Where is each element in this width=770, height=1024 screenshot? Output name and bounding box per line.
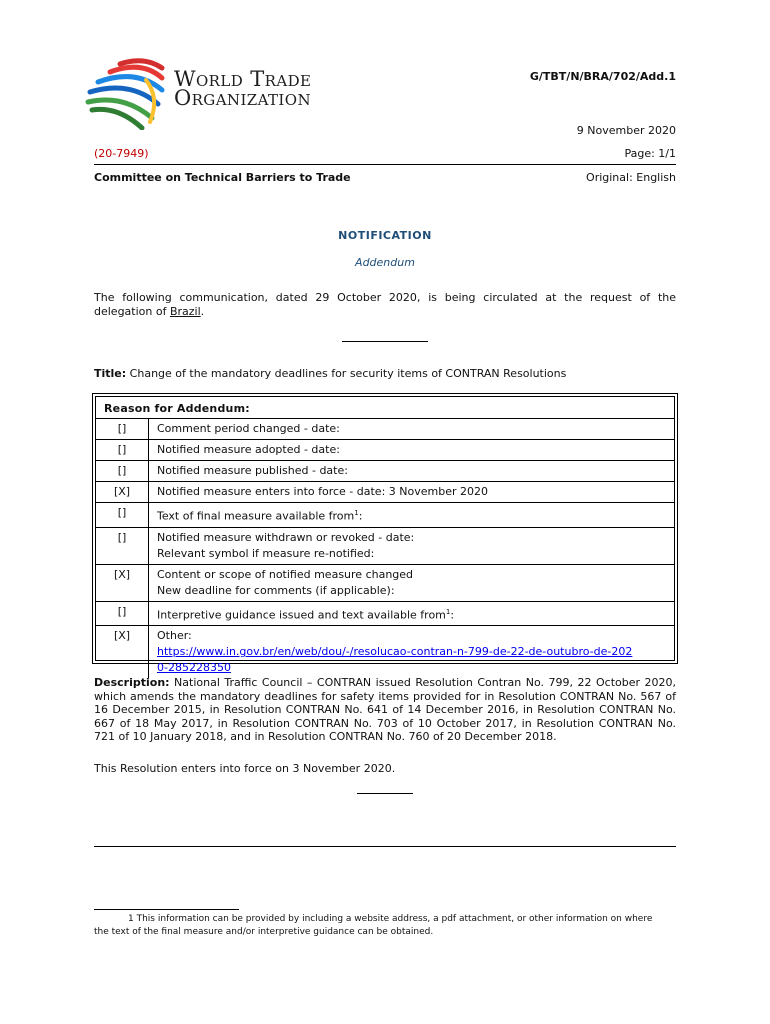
reason-text xyxy=(149,503,675,528)
intro-paragraph xyxy=(94,291,676,318)
document-date: 9 November 2020 xyxy=(576,124,676,137)
checkbox-mark: [X] xyxy=(96,626,149,679)
checkbox-mark: [] xyxy=(96,601,149,626)
reason-text-colon: : xyxy=(358,509,363,523)
reason-text-line1: Content or scope of notified measure changed xyxy=(157,567,414,581)
reason-text-line1: Notified measure withdrawn or revoked - date: xyxy=(157,530,415,544)
checkbox-mark: [X] xyxy=(96,564,149,601)
notification-heading: NOTIFICATION xyxy=(338,229,432,242)
table-row xyxy=(96,626,674,679)
title-text: Change of the mandatory deadlines for security items of CONTRAN Resolutions xyxy=(129,367,567,380)
reason-text xyxy=(149,527,675,564)
title-label: Title: xyxy=(94,367,127,380)
separator-line xyxy=(342,341,428,342)
table-row xyxy=(96,419,674,440)
member-name: Brazil xyxy=(169,304,201,318)
intro-end: . xyxy=(200,304,205,318)
reason-text-line2: New deadline for comments (if applicable): xyxy=(157,583,395,597)
checkbox-mark: [] xyxy=(96,440,149,461)
checkbox-mark: [] xyxy=(96,419,149,440)
other-label: Other: xyxy=(157,629,192,643)
footer-divider xyxy=(94,846,676,847)
reason-table xyxy=(96,418,674,678)
reason-text-main: Interpretive guidance issued and text available from xyxy=(157,608,446,622)
checkbox-mark: [X] xyxy=(96,482,149,503)
footnote xyxy=(94,913,654,938)
table-row xyxy=(96,527,674,564)
job-number: (20-7949) xyxy=(94,147,149,160)
footnote-text: This information can be provided by including a website address, a pdf attachment, or other information on where the text of the final measure and/or interpretive guidance can be obtained. xyxy=(94,914,653,937)
checkbox-mark: [] xyxy=(96,503,149,528)
table-row xyxy=(96,601,674,626)
organization-name xyxy=(174,67,312,110)
reason-for-addendum-box xyxy=(92,393,678,675)
description-paragraph xyxy=(94,676,676,744)
original-language: Original: English xyxy=(586,171,676,184)
reason-text: Notified measure adopted - date: xyxy=(149,440,675,461)
reason-text: Comment period changed - date: xyxy=(149,419,675,440)
entry-into-force-text: This Resolution enters into force on 3 November 2020. xyxy=(94,762,396,775)
footnote-ref: 1 xyxy=(445,607,451,616)
table-row xyxy=(96,482,674,503)
page-indicator: Page: 1/1 xyxy=(624,147,676,160)
checkbox-mark: [] xyxy=(96,527,149,564)
reason-text xyxy=(149,626,675,679)
wto-logo-icon xyxy=(84,58,166,130)
checkbox-mark: [] xyxy=(96,461,149,482)
reason-text-line2: Relevant symbol if measure re-notified: xyxy=(157,546,375,560)
footnote-number: 1 xyxy=(128,914,134,924)
table-row xyxy=(96,440,674,461)
table-row xyxy=(96,461,674,482)
addendum-subheading: Addendum xyxy=(355,256,415,269)
header-divider xyxy=(94,164,676,165)
org-name-line1: World Trade xyxy=(174,67,312,91)
title-line xyxy=(94,367,566,380)
intro-text: The following communication, dated 29 October 2020, is being circulated at the request of the delegation of xyxy=(94,291,676,318)
document-symbol: G/TBT/N/BRA/702/Add.1 xyxy=(529,70,676,83)
reason-text: Notified measure published - date: xyxy=(149,461,675,482)
reason-text-main: Text of final measure available from xyxy=(157,509,355,523)
description-label: Description: xyxy=(94,676,170,689)
reason-text xyxy=(149,601,675,626)
footnote-ref: 1 xyxy=(354,509,359,517)
end-separator xyxy=(357,793,413,794)
resolution-link[interactable]: https://www.in.gov.br/en/web/dou/-/resolucao-contran-n-799-de-22-de-outubro-de-2020-285228350 xyxy=(157,645,633,675)
reason-heading: Reason for Addendum: xyxy=(104,402,250,415)
table-row xyxy=(96,564,674,601)
reason-text-colon: : xyxy=(450,608,455,622)
committee-name: Committee on Technical Barriers to Trade xyxy=(94,171,351,184)
reason-text xyxy=(149,564,675,601)
table-row xyxy=(96,503,674,528)
org-name-line2: Organization xyxy=(174,86,311,110)
reason-text: Notified measure enters into force - date: 3 November 2020 xyxy=(149,482,675,503)
description-text: National Traffic Council – CONTRAN issued Resolution Contran No. 799, 22 October 2020, which amends the mandatory deadlines for safety items provided for in Resolution CONTRAN No. 567 of 16 December 2015, in Resolution CONTRAN No. 641 of 14 December 2016, in Resolution CONTRAN No. 667 of 18 May 2017, in Resolution CONTRAN No. 703 of 10 October 2017, in Resolution CONTRAN No. 721 of 10 January 2018, and in Resolution CONTRAN No. 760 of 20 December 2018. xyxy=(94,676,676,743)
footnote-divider xyxy=(94,909,239,910)
